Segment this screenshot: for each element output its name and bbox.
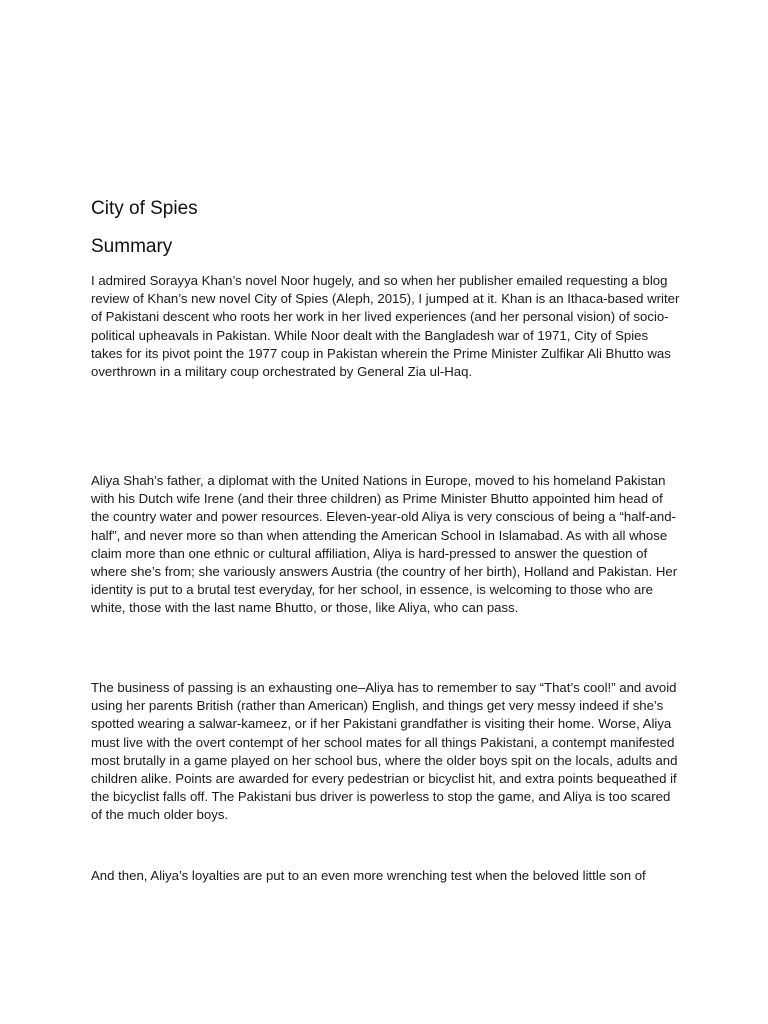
paragraph: Aliya Shah’s father, a diplomat with the United Nations in Europe, moved to his homeland Pakistan with his Dutch wife Irene (and their three children) as Prime Minister Bhutto appointed him head of the country water and power resources. Eleven-year-old Aliya is very conscious of being a “half-and-half”, and never more so than when attending the American School in Islamabad. As with all whose claim more than one ethnic or cultural affiliation, Aliya is hard-pressed to answer the question of where she’s from; she variously answers Austria (the country of her birth), Holland and Pakistan. Her identity is put to a brutal test everyday, for her school, in essence, is welcoming to those who are white, those with the last name Bhutto, or those, like Aliya, who can pass. — [91, 473, 678, 616]
paragraph: The business of passing is an exhausting one–Aliya has to remember to say “That’s cool!” and avoid using her parents British (rather than American) English, and things get very messy indeed if she’s spotted wearing a salwar-kameez, or if her Pakistani grandfather is visiting their home. Worse, Aliya must live with the overt contempt of her school mates for all things Pakistani, a contempt manifested most brutally in a game played on her school bus, where the older boys spit on the locals, adults and children alike. Points are awarded for every pedestrian or bicyclist hit, and extra points bequeathed if the bicyclist falls off. The Pakistani bus driver is powerless to stop the game, and Aliya is too scared of the much older boys. — [91, 680, 678, 823]
paragraph: I admired Sorayya Khan’s novel Noor hugely, and so when her publisher emailed requesting a blog review of Khan’s new novel City of Spies (Aleph, 2015), I jumped at it. Khan is an Ithaca-based writer of Pakistani descent who roots her work in her lived experiences (and her personal vision) of socio-political upheavals in Pakistan. While Noor dealt with the Bangladesh war of 1971, City of Spies takes for its pivot point the 1977 coup in Pakistan wherein the Prime Minister Zulfikar Ali Bhutto was overthrown in a military coup orchestrated by General Zia ul-Haq. — [91, 273, 680, 380]
section-heading: Summary — [91, 236, 173, 257]
paragraph: And then, Aliya’s loyalties are put to an even more wrenching test when the beloved little son of — [91, 868, 646, 883]
document-title: City of Spies — [91, 198, 198, 219]
